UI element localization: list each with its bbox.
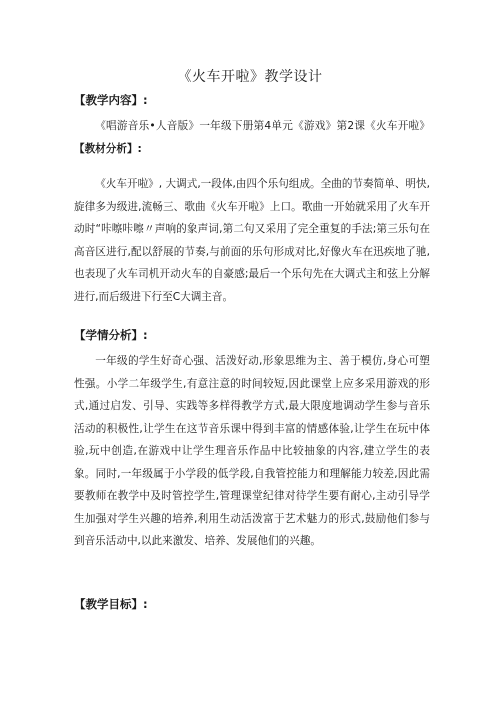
analysis-paragraph: 《火车开啦》, 大调式,一段体,由四个乐句组成。全曲的节奏简单、明快,旋律多为级进,流畅三、歌曲《火车开啦》上口。歌曲一开始就采用了火车开动时“咔嚓咔嚓〃声响的象声词,第二句又采用了完全重复的手法;第三乐句在高音区进行,配以舒展的节奏,与前面的乐句形成对比,好像火车在迅疾地了驰,也表现了火车司机开动火车的自豪感;最后一个乐句先在大调式主和弦上分解进行,而后级进下行至C大调主音。	[74, 178, 430, 303]
content-paragraph	[74, 115, 430, 160]
content-main-text: 《唱游音乐•人音版》一年级下册第4单元《游戏》第2课《火车开啦》	[95, 120, 430, 132]
section-heading-goals: 【教学目标】:	[74, 597, 148, 611]
section-heading-content: 【教学内容】:	[74, 93, 148, 107]
section-heading-learner: 【学情分析】:	[74, 328, 148, 342]
learner-paragraph: 一年级的学生好奇心强、活泼好动,形象思维为主、善于模仿,身心可塑性强。小学二年级学生,有意注意的时间较短,因此课堂上应多采用游戏的形式,通过启发、引导、实践等多样得教学方式,最大限度地调动学生参与音乐活动的积极性,让学生在这节音乐课中得到丰富的情感体验,让学生在玩中体验,玩中创造,在游戏中让学生理音乐作品中比较抽象的内容,建立学生的表象。同时,一年级属于小学段的低学段,自我管控能力和理解能力较差,因此需要教师在教学中及时管控学生,管理课堂纪律对待学生要有耐心,主动引导学生加强对学生兴趣的培养,利用生动活泼富于艺术魅力的形式,鼓励他们参与到音乐活动中,以此来激发、培养、发展他们的兴趣。	[74, 355, 430, 547]
document-title: 《火车开啦》教学设计	[177, 69, 323, 85]
section-heading-analysis: 【教材分析】:	[74, 142, 142, 155]
